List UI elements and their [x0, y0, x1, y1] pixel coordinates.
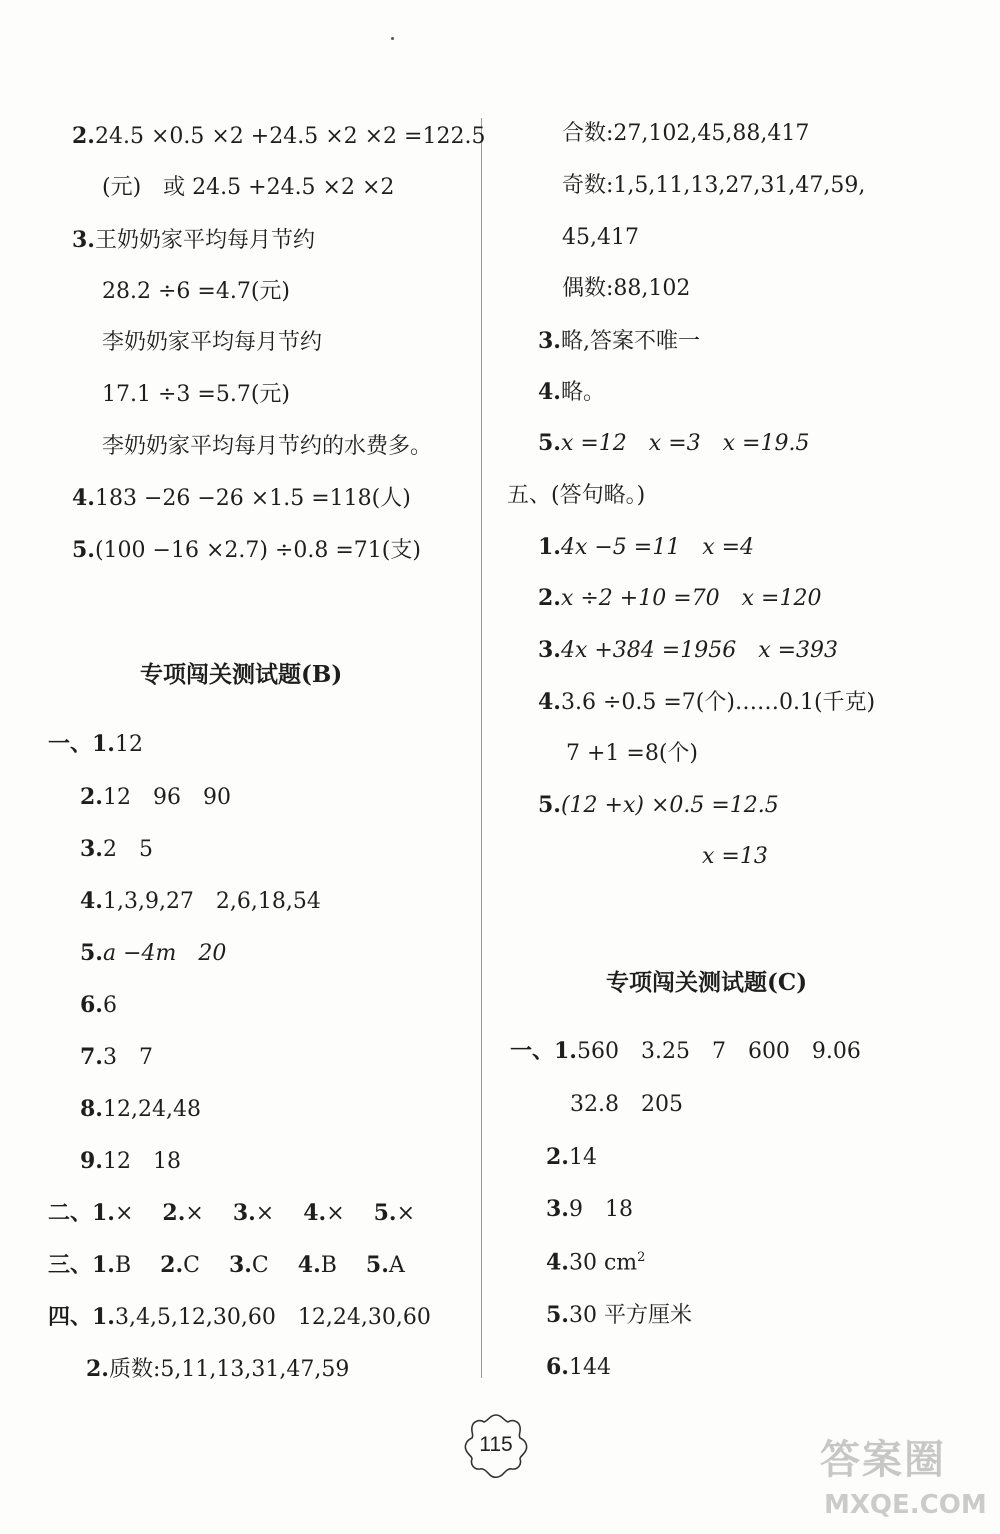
answer-text: A: [388, 1253, 405, 1278]
watermark-url: MXQE.COM: [824, 1490, 987, 1520]
answer-text: x =12 x =3 x =19.5: [560, 431, 810, 456]
item-number: 3.: [80, 836, 103, 862]
answer-line: 7 +1 =8(个): [566, 741, 699, 766]
answer-line: [86, 1358, 349, 1381]
item-number: 3.: [232, 1200, 256, 1226]
answer-text: (100 −16 ×2.7) ÷0.8 =71(支): [94, 538, 421, 563]
answer-text: 9 18: [568, 1197, 633, 1222]
item-number: 6.: [546, 1354, 569, 1380]
item-number: 2.: [72, 123, 95, 149]
answer-text: 12 18: [102, 1149, 181, 1174]
column-divider: [481, 118, 482, 1378]
item-number: 4.: [80, 888, 103, 914]
answer-text: 4x +384 =1956 x =393: [560, 638, 839, 663]
item-number: 二、1.: [48, 1200, 115, 1226]
item-number: 3.: [72, 227, 95, 253]
answer-text: 12: [114, 732, 143, 757]
answer-line: 32.8 205: [570, 1092, 683, 1117]
answer-line: [72, 487, 411, 510]
item-number: 5.: [72, 537, 95, 563]
item-number: 4.: [538, 379, 561, 405]
answer-line: x =13: [702, 844, 768, 869]
answer-line: [510, 1040, 861, 1063]
answer-text: ×: [255, 1201, 297, 1226]
item-number: 6.: [80, 992, 103, 1018]
answer-line: [538, 330, 700, 353]
answer-line: [80, 1046, 153, 1069]
item-number: 1.: [538, 534, 561, 560]
answer-text: 质数:5,11,13,31,47,59: [108, 1357, 350, 1382]
answer-line: [80, 1150, 181, 1173]
answer-text: 6: [102, 993, 117, 1018]
answer-line: [546, 1251, 645, 1274]
item-number: 7.: [80, 1044, 103, 1070]
item-number: 5.: [538, 792, 561, 818]
answer-line: [538, 536, 754, 559]
answer-text: 1,3,9,27 2,6,18,54: [102, 889, 321, 914]
watermark-logo: 答案圈: [820, 1437, 946, 1483]
answer-text: 王奶奶家平均每月节约: [94, 228, 315, 253]
answer-text: 略。: [560, 380, 605, 405]
answer-text: C: [183, 1253, 222, 1278]
page-number: 115: [479, 1433, 513, 1456]
answer-line: [80, 786, 231, 809]
item-number: 3.: [228, 1252, 252, 1278]
item-number: 2.: [80, 784, 103, 810]
answer-line: [538, 794, 779, 817]
item-number: 5.: [546, 1302, 569, 1328]
answer-text: 3.6 ÷0.5 =7(个)……0.1(千克): [560, 690, 876, 715]
answer-line: [546, 1356, 611, 1379]
answer-line: [80, 890, 321, 913]
answer-line: [546, 1198, 633, 1221]
item-number: 2.: [538, 585, 561, 611]
item-number: 4.: [72, 485, 95, 511]
section-title-c: 专项闯关测试题(C): [606, 969, 808, 996]
item-number: 3.: [538, 328, 561, 354]
answer-text: 144: [568, 1355, 611, 1380]
item-number: 9.: [80, 1148, 103, 1174]
answer-text: 12 96 90: [102, 785, 231, 810]
item-number: 2.: [86, 1356, 109, 1382]
answer-line: [72, 229, 315, 252]
item-number: 5.: [365, 1252, 389, 1278]
answer-line: [48, 1202, 415, 1225]
answer-line: 奇数:1,5,11,13,27,31,47,59,: [562, 173, 866, 198]
item-number: 5.: [80, 940, 103, 966]
item-number: 一、1.: [48, 731, 115, 757]
answer-text: C: [251, 1253, 291, 1278]
answer-line: [48, 733, 143, 756]
answer-text: 24.5 ×0.5 ×2 +24.5 ×2 ×2 =122.5: [94, 124, 486, 149]
item-number: 5.: [373, 1200, 397, 1226]
answer-text: 183 −26 −26 ×1.5 =118(人): [94, 486, 411, 511]
answer-text: 略,答案不唯一: [560, 329, 700, 354]
item-number: 2.: [162, 1200, 186, 1226]
answer-text: ×: [396, 1201, 416, 1226]
watermark: [820, 1437, 995, 1530]
item-number: 5.: [538, 430, 561, 456]
item-number: 2.: [160, 1252, 184, 1278]
answer-line: (元) 或 24.5 +24.5 ×2 ×2: [102, 175, 395, 200]
answer-text: B: [320, 1253, 359, 1278]
item-number: 4.: [546, 1249, 569, 1276]
answer-text: x ÷2 +10 =70 x =120: [560, 586, 822, 611]
item-number: 4.: [538, 689, 561, 715]
answer-line: [546, 1146, 597, 1169]
answer-text: 30 平方厘米: [568, 1303, 692, 1328]
answer-text: ×: [185, 1201, 226, 1226]
answer-text: 4x −5 =11 x =4: [560, 535, 755, 560]
item-number: 8.: [80, 1096, 103, 1122]
answer-text: 12,24,48: [102, 1097, 201, 1122]
section-title-b: 专项闯关测试题(B): [140, 661, 343, 688]
answer-text: ×: [114, 1201, 156, 1226]
answer-text: a −4m 20: [102, 941, 227, 966]
answer-line: [538, 432, 809, 455]
answer-text: 30 cm: [568, 1250, 638, 1276]
item-number: 一、1.: [510, 1038, 577, 1064]
item-number: 四、1.: [48, 1304, 115, 1330]
item-number: 3.: [538, 637, 561, 663]
answer-text: 2 5: [102, 837, 153, 862]
answer-line: 五、(答句略。): [507, 483, 646, 508]
answer-line: [48, 1254, 405, 1277]
answer-line: 28.2 ÷6 =4.7(元): [102, 279, 290, 304]
item-number: 三、1.: [48, 1252, 115, 1278]
answer-line: 合数:27,102,45,88,417: [562, 121, 810, 146]
answer-line: [80, 942, 226, 965]
answer-line: 李奶奶家平均每月节约: [102, 330, 323, 355]
answer-line: 偶数:88,102: [562, 276, 691, 301]
answer-line: [538, 639, 838, 662]
answer-line: [538, 587, 821, 610]
answer-line: [72, 125, 485, 148]
answer-line: [80, 1098, 201, 1121]
answer-text: 3 7: [102, 1045, 153, 1070]
answer-line: [80, 838, 153, 861]
item-number: 2.: [546, 1144, 569, 1170]
answer-line: 李奶奶家平均每月节约的水费多。: [102, 434, 433, 459]
answer-line: [72, 539, 421, 562]
answer-text: ×: [326, 1201, 367, 1226]
superscript: 2: [637, 1250, 646, 1265]
answer-text: 560 3.25 7 600 9.06: [576, 1039, 861, 1064]
answer-line: 45,417: [562, 225, 639, 250]
answer-line: [538, 381, 605, 404]
answer-line: [538, 691, 875, 714]
answer-line: 17.1 ÷3 =5.7(元): [102, 382, 290, 407]
answer-line: [546, 1304, 692, 1327]
scan-speck: [391, 37, 394, 40]
answer-text: B: [114, 1253, 154, 1278]
page-number-badge: [458, 1407, 534, 1483]
item-number: 3.: [546, 1196, 569, 1222]
item-number: 4.: [303, 1200, 327, 1226]
answer-line: [80, 994, 117, 1017]
item-number: 4.: [297, 1252, 321, 1278]
answer-text: (12 +x) ×0.5 =12.5: [560, 793, 779, 818]
answer-text: 14: [568, 1145, 597, 1170]
answer-text: 3,4,5,12,30,60 12,24,30,60: [114, 1305, 431, 1330]
answer-line: [48, 1306, 431, 1329]
